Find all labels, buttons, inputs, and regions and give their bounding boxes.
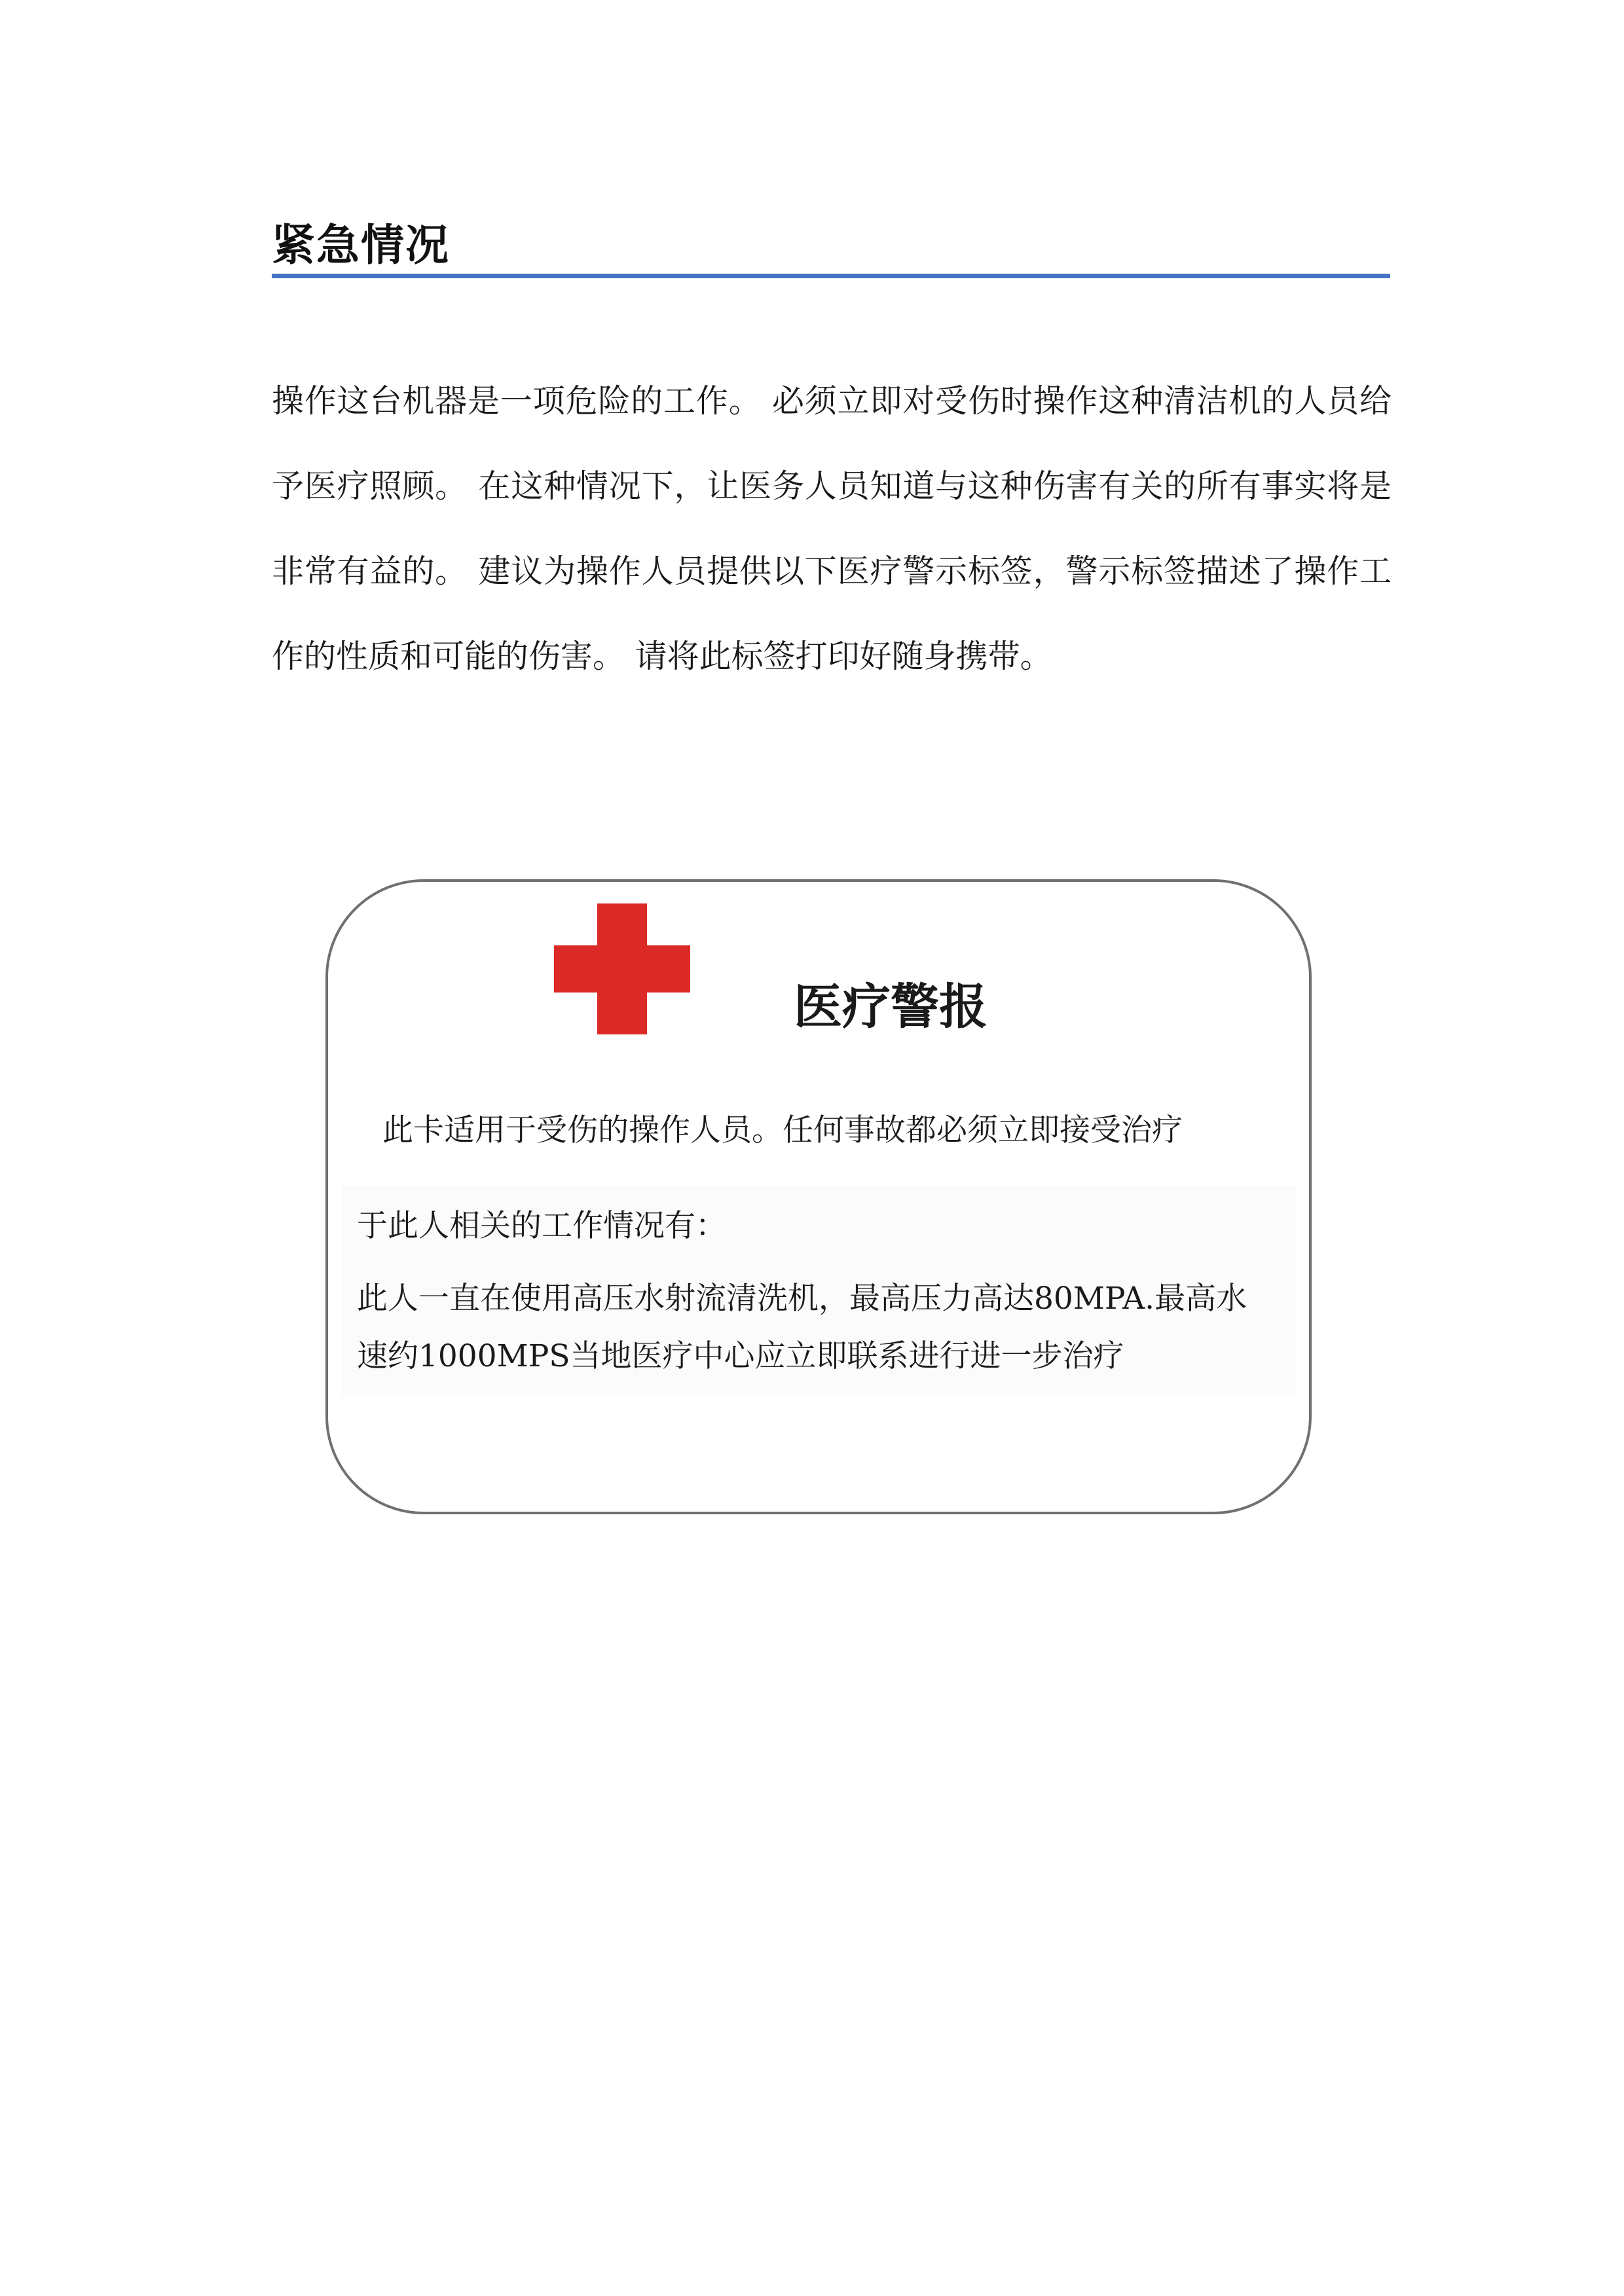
- alert-card-title: 医疗警报: [794, 979, 987, 1035]
- red-cross-icon: [554, 903, 690, 1034]
- title-underline: [272, 274, 1390, 278]
- alert-details-text: 此人一直在使用高压水射流清洗机，最高压力高达80MPA.最高水速约1000MPS当地医疗中心应立即联系进行进一步治疗: [357, 1281, 1247, 1374]
- section-title: 紧急情况: [272, 220, 450, 270]
- alert-card-intro: 此卡适用于受伤的操作人员。任何事故都必须立即接受治疗: [382, 1112, 1183, 1148]
- intro-paragraph: 操作这台机器是一项危险的工作。 必须立即对受伤时操作这种清洁机的人员给予医疗照顾。 在这种情况下，让医务人员知道与这种伤害有关的所有事实将是非常有益的。 建议为操作人员提供以下医疗警示标签，警示标签描述了操作工作的性质和可能的伤害。 请将此标签打印好随身携带。: [272, 382, 1392, 675]
- red-cross-horizontal-bar: [554, 945, 690, 993]
- alert-details-heading: 于此人相关的工作情况有：: [357, 1208, 726, 1244]
